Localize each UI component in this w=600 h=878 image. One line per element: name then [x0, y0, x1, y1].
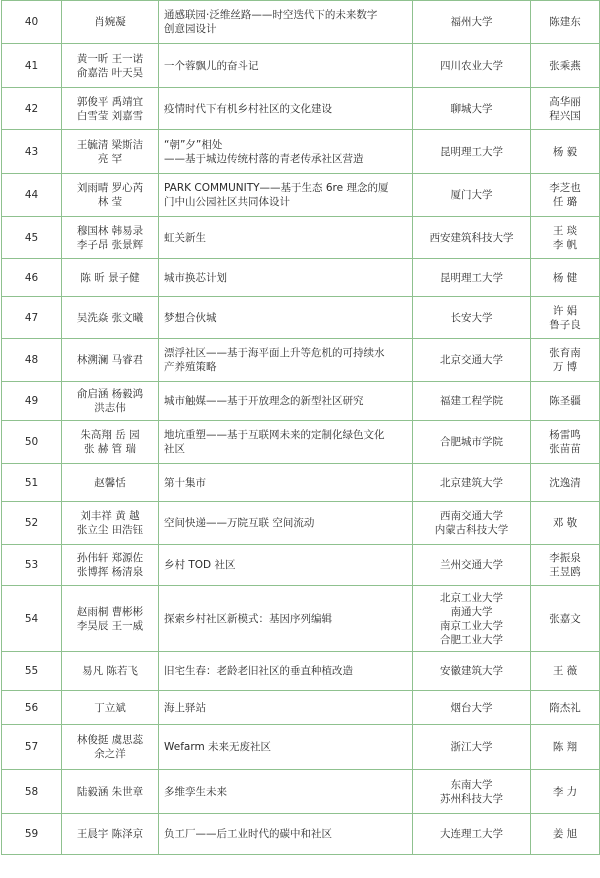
tutor-cell-line: 陈圣疆	[549, 395, 581, 407]
authors-cell	[62, 814, 159, 855]
tutor-cell	[531, 586, 600, 652]
authors-cell-line: 亮 罕	[97, 152, 123, 165]
tutor-cell	[531, 770, 600, 814]
authors-cell	[62, 770, 159, 814]
row-number: 57	[2, 725, 62, 770]
authors-cell	[62, 586, 159, 652]
authors-cell	[62, 421, 159, 464]
university-cell-line: 南通大学	[450, 605, 493, 618]
authors-cell	[62, 382, 159, 421]
table-row	[2, 44, 600, 88]
authors-cell	[62, 502, 159, 545]
university-cell	[413, 259, 531, 297]
tutor-cell-line: 任 璐	[552, 196, 578, 208]
row-number: 52	[2, 502, 62, 545]
project-title-cell-line: “朝”夕”相处	[164, 138, 223, 151]
project-title-cell	[159, 1, 413, 44]
project-title-cell-line: 创意园设计	[164, 23, 217, 35]
project-title-cell-line: 通感联园·泛维丝路——时空迭代下的未来数字	[164, 9, 378, 21]
university-cell-line: 福州大学	[450, 16, 493, 28]
authors-cell-line: 郭俊平 禹靖宜	[76, 95, 144, 108]
project-title-cell-line: 一个蓉飘儿的奋斗记	[164, 59, 259, 72]
project-title-cell-line: 空间快递——万院互联 空间流动	[164, 517, 315, 529]
university-cell-line: 北京交通大学	[440, 354, 503, 366]
tutor-cell-line: 杨 健	[552, 271, 578, 284]
authors-cell-line: 林俊挺 虞思蕊	[76, 734, 144, 746]
tutor-cell	[531, 88, 600, 130]
table-row	[2, 691, 600, 725]
university-cell-line: 四川农业大学	[440, 59, 503, 72]
row-number: 43	[2, 130, 62, 174]
tutor-cell	[531, 297, 600, 339]
project-title-cell	[159, 464, 413, 502]
table-row	[2, 725, 600, 770]
project-title-cell	[159, 421, 413, 464]
university-cell-line: 福建工程学院	[440, 395, 503, 407]
project-title-cell	[159, 545, 413, 586]
tutor-cell-line: 隋杰礼	[549, 701, 581, 714]
tutor-cell	[531, 545, 600, 586]
table-row	[2, 217, 600, 259]
project-title-cell	[159, 770, 413, 814]
authors-cell	[62, 464, 159, 502]
row-number: 58	[2, 770, 62, 814]
project-title-cell	[159, 652, 413, 691]
tutor-cell-line: 李 力	[552, 785, 578, 798]
tutor-cell	[531, 259, 600, 297]
tutor-cell	[531, 130, 600, 174]
tutor-cell	[531, 44, 600, 88]
project-title-cell-line: PARK COMMUNITY——基于生态 6re 理念的厦	[164, 182, 389, 194]
project-title-cell	[159, 586, 413, 652]
tutor-cell	[531, 382, 600, 421]
university-cell-line: 西安建筑科技大学	[429, 231, 514, 244]
table-body	[2, 1, 600, 855]
project-title-cell-line: 产养殖策略	[164, 361, 217, 373]
authors-cell	[62, 339, 159, 382]
project-title-cell	[159, 725, 413, 770]
project-title-cell-line: 多维孪生未来	[164, 785, 227, 798]
row-number: 45	[2, 217, 62, 259]
table-row	[2, 545, 600, 586]
university-cell	[413, 814, 531, 855]
authors-cell-line: 林溯澜 马睿君	[76, 354, 144, 366]
authors-cell	[62, 1, 159, 44]
table-row	[2, 297, 600, 339]
authors-cell	[62, 217, 159, 259]
tutor-cell-line: 程兴国	[549, 109, 581, 122]
tutor-cell-line: 陈 翔	[552, 741, 578, 753]
table-row	[2, 421, 600, 464]
row-number: 47	[2, 297, 62, 339]
row-number: 50	[2, 421, 62, 464]
row-number: 49	[2, 382, 62, 421]
project-title-cell-line: ——基于城边传统村落的青老传承社区营造	[164, 152, 364, 165]
tutor-cell	[531, 652, 600, 691]
tutor-cell	[531, 464, 600, 502]
university-cell	[413, 130, 531, 174]
project-title-cell	[159, 217, 413, 259]
project-title-cell	[159, 502, 413, 545]
university-cell-line: 苏州科技大学	[440, 792, 503, 805]
row-number: 40	[2, 1, 62, 44]
university-cell	[413, 464, 531, 502]
authors-cell-line: 刘丰祥 黄 越	[80, 510, 140, 522]
project-title-cell-line: 海上驿站	[164, 701, 206, 714]
table-row	[2, 130, 600, 174]
tutor-cell	[531, 502, 600, 545]
university-cell	[413, 545, 531, 586]
university-cell-line: 大连理工大学	[440, 828, 503, 840]
project-title-cell	[159, 691, 413, 725]
authors-cell-line: 朱高翔 岳 园	[80, 429, 140, 441]
project-title-cell-line: 社区	[164, 443, 185, 455]
university-cell-line: 兰州交通大学	[440, 559, 503, 571]
tutor-cell-line: 许 娟	[552, 304, 578, 317]
row-number: 55	[2, 652, 62, 691]
university-cell-line: 合肥工业大学	[440, 633, 503, 646]
university-cell-line: 北京工业大学	[440, 591, 503, 604]
authors-cell-line: 吴洗焱 张文曦	[76, 311, 144, 324]
project-title-cell-line: 漂浮社区——基于海平面上升等危机的可持续水	[164, 347, 385, 359]
project-title-cell	[159, 259, 413, 297]
authors-cell-line: 赵雨桐 曹彬彬	[76, 605, 144, 618]
tutor-cell-line: 王昱鸥	[549, 566, 581, 578]
project-title-cell-line: 旧宅生春：老龄老旧社区的垂直种植改造	[164, 665, 353, 677]
authors-cell-line: 刘雨晴 罗心芮	[76, 182, 144, 194]
project-title-cell	[159, 88, 413, 130]
table-row	[2, 502, 600, 545]
university-cell-line: 东南大学	[450, 778, 493, 791]
university-cell	[413, 770, 531, 814]
authors-cell-line: 洪志伟	[94, 402, 126, 414]
authors-cell-line: 王毓清 梁斯洁	[76, 138, 144, 151]
table-row	[2, 88, 600, 130]
authors-cell	[62, 88, 159, 130]
authors-cell-line: 李子昂 张景辉	[76, 238, 144, 251]
project-title-cell-line: 第十集市	[164, 476, 206, 489]
tutor-cell-line: 陈建东	[549, 16, 581, 28]
tutor-cell-line: 万 博	[552, 361, 578, 373]
project-title-cell	[159, 174, 413, 217]
project-title-cell-line: 乡村 TOD 社区	[164, 559, 236, 571]
table-row	[2, 382, 600, 421]
table-row	[2, 1, 600, 44]
tutor-cell-line: 杨 毅	[552, 145, 578, 158]
tutor-cell-line: 高华丽	[549, 95, 581, 108]
university-cell	[413, 652, 531, 691]
authors-cell	[62, 725, 159, 770]
project-title-cell	[159, 814, 413, 855]
project-title-cell	[159, 382, 413, 421]
authors-cell	[62, 259, 159, 297]
university-cell	[413, 339, 531, 382]
tutor-cell-line: 杨雷鸣	[549, 429, 581, 441]
tutor-cell	[531, 217, 600, 259]
tutor-cell-line: 李芝也	[549, 182, 581, 194]
tutor-cell-line: 张乘燕	[549, 59, 581, 72]
university-cell	[413, 88, 531, 130]
tutor-cell-line: 张嘉文	[549, 612, 581, 625]
project-title-cell-line: 虹关新生	[164, 231, 206, 244]
university-cell-line: 昆明理工大学	[440, 145, 503, 158]
university-cell-line: 内蒙古科技大学	[434, 524, 509, 536]
university-cell-line: 昆明理工大学	[440, 271, 503, 284]
award-table	[1, 0, 600, 855]
university-cell	[413, 502, 531, 545]
university-cell	[413, 691, 531, 725]
table-row	[2, 259, 600, 297]
authors-cell-line: 俞嘉浩 叶天昊	[76, 66, 144, 79]
row-number: 54	[2, 586, 62, 652]
authors-cell-line: 黄一昕 王一诺	[76, 52, 144, 65]
authors-cell-line: 陆毅涵 朱世章	[76, 785, 144, 798]
tutor-cell	[531, 339, 600, 382]
tutor-cell	[531, 814, 600, 855]
project-title-cell-line: 负工厂——后工业时代的碳中和社区	[164, 828, 332, 840]
authors-cell-line: 张立尘 田浩钰	[76, 524, 144, 536]
project-title-cell-line: 梦想合伙城	[164, 311, 217, 324]
tutor-cell	[531, 725, 600, 770]
row-number: 46	[2, 259, 62, 297]
project-title-cell-line: 门中山公园社区共同体设计	[164, 196, 290, 208]
project-title-cell	[159, 130, 413, 174]
authors-cell	[62, 44, 159, 88]
university-cell	[413, 44, 531, 88]
row-number: 44	[2, 174, 62, 217]
table-row	[2, 586, 600, 652]
project-title-cell-line: 城市触媒——基于开放理念的新型社区研究	[164, 395, 364, 407]
authors-cell	[62, 174, 159, 217]
row-number: 59	[2, 814, 62, 855]
table-row	[2, 652, 600, 691]
tutor-cell-line: 邓 敬	[552, 517, 578, 529]
authors-cell-line: 赵馨恬	[94, 476, 126, 489]
tutor-cell-line: 王 琰	[552, 224, 578, 237]
tutor-cell-line: 张育南	[549, 347, 581, 359]
row-number: 41	[2, 44, 62, 88]
tutor-cell-line: 王 薇	[552, 665, 578, 677]
authors-cell	[62, 297, 159, 339]
authors-cell-line: 丁立斌	[94, 701, 126, 714]
university-cell-line: 南京工业大学	[440, 619, 503, 632]
tutor-cell	[531, 691, 600, 725]
university-cell	[413, 217, 531, 259]
authors-cell-line: 王晨宇 陈泽京	[76, 828, 144, 840]
row-number: 56	[2, 691, 62, 725]
tutor-cell-line: 张苗苗	[549, 443, 581, 455]
university-cell-line: 合肥城市学院	[440, 436, 503, 448]
row-number: 42	[2, 88, 62, 130]
authors-cell-line: 俞启涵 杨毅鸿	[76, 388, 144, 400]
table-row	[2, 464, 600, 502]
tutor-cell-line: 李 帆	[552, 238, 578, 251]
university-cell-line: 西南交通大学	[440, 510, 503, 522]
tutor-cell	[531, 1, 600, 44]
university-cell	[413, 297, 531, 339]
project-title-cell	[159, 297, 413, 339]
university-cell	[413, 725, 531, 770]
authors-cell-line: 孙伟轩 郑源佐	[76, 552, 144, 564]
tutor-cell	[531, 421, 600, 464]
university-cell-line: 安徽建筑大学	[440, 665, 503, 677]
authors-cell-line: 穆国林 韩易录	[76, 224, 144, 237]
tutor-cell-line: 沈逸清	[549, 476, 581, 489]
university-cell	[413, 586, 531, 652]
authors-cell-line: 林 莹	[97, 196, 123, 208]
authors-cell-line: 肖婉凝	[94, 16, 126, 28]
project-title-cell-line: Wefarm 未来无废社区	[164, 741, 272, 753]
project-title-cell-line: 城市换芯计划	[164, 271, 227, 284]
university-cell-line: 厦门大学	[450, 189, 493, 201]
tutor-cell-line: 姜 旭	[552, 828, 578, 840]
university-cell	[413, 1, 531, 44]
authors-cell-line: 易凡 陈若飞	[82, 665, 138, 677]
tutor-cell	[531, 174, 600, 217]
authors-cell-line: 陈 昕 景子健	[80, 271, 140, 284]
table-row	[2, 814, 600, 855]
authors-cell	[62, 130, 159, 174]
authors-cell-line: 张 赫 管 瑞	[83, 443, 136, 455]
project-title-cell-line: 疫情时代下有机乡村社区的文化建设	[164, 102, 332, 115]
row-number: 53	[2, 545, 62, 586]
university-cell-line: 聊城大学	[450, 102, 493, 115]
project-title-cell	[159, 339, 413, 382]
table-row	[2, 174, 600, 217]
university-cell-line: 北京建筑大学	[440, 476, 503, 489]
project-title-cell	[159, 44, 413, 88]
authors-cell	[62, 652, 159, 691]
university-cell	[413, 421, 531, 464]
authors-cell-line: 余之洋	[94, 748, 126, 760]
table-row	[2, 770, 600, 814]
university-cell	[413, 174, 531, 217]
university-cell-line: 烟台大学	[450, 701, 493, 714]
row-number: 48	[2, 339, 62, 382]
university-cell	[413, 382, 531, 421]
authors-cell	[62, 545, 159, 586]
tutor-cell-line: 鲁子良	[549, 318, 581, 331]
university-cell-line: 浙江大学	[450, 741, 493, 753]
row-number: 51	[2, 464, 62, 502]
authors-cell-line: 张博挥 杨清泉	[76, 566, 144, 578]
authors-cell-line: 李昊辰 王一威	[76, 619, 144, 632]
table-row	[2, 339, 600, 382]
project-title-cell-line: 探索乡村社区新模式：基因序列编辑	[164, 612, 332, 625]
authors-cell-line: 白雪莹 刘嘉雪	[76, 109, 144, 122]
authors-cell	[62, 691, 159, 725]
university-cell-line: 长安大学	[450, 311, 493, 324]
tutor-cell-line: 李振泉	[549, 552, 581, 564]
project-title-cell-line: 地坑重塑——基于互联网未来的定制化绿色文化	[164, 429, 385, 441]
